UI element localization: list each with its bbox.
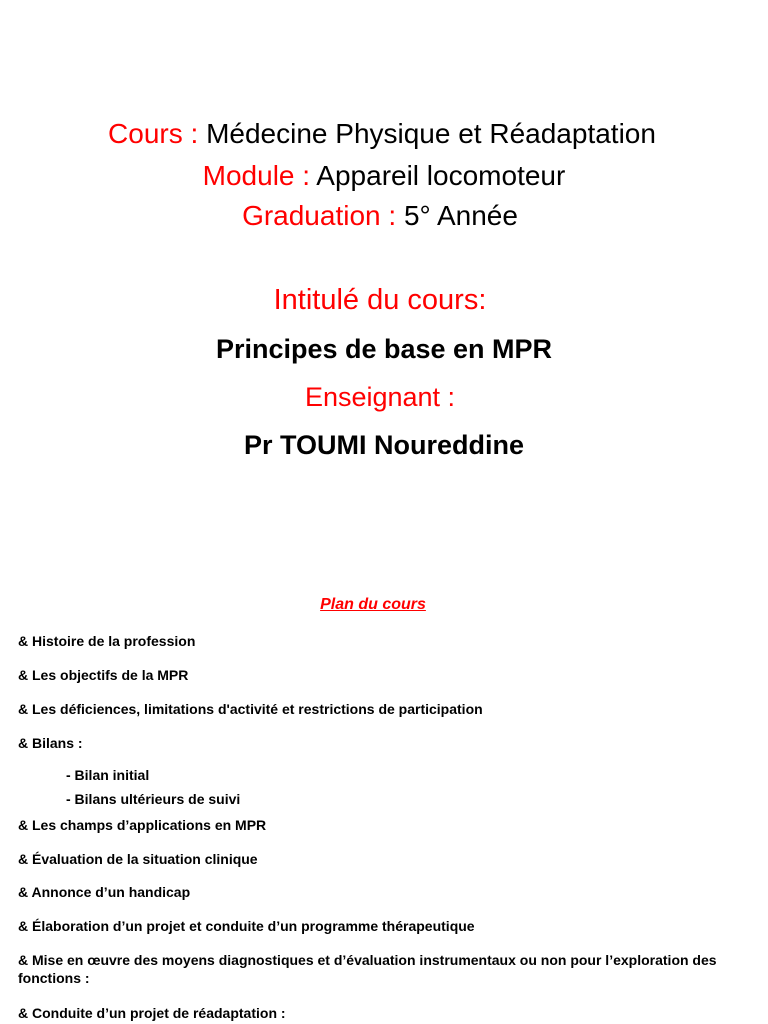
plan-subitem: - Bilan initial [66, 767, 150, 783]
plan-subitem: - Bilans ultérieurs de suivi [66, 791, 241, 807]
graduation-label: Graduation : [242, 200, 397, 231]
plan-title: Plan du cours [320, 596, 426, 613]
module-label: Module : [202, 160, 311, 191]
course-title-label: Intitulé du cours: [273, 284, 487, 316]
teacher-name: Pr TOUMI Noureddine [243, 430, 525, 460]
plan-item: & Mise en œuvre des moyens diagnostiques et d’évaluation instrumentaux ou non pour l’exploration des fonctions : [18, 952, 717, 986]
graduation-line [0, 200, 764, 232]
plan-item: & Annonce d’un handicap [18, 884, 191, 900]
course-label: Cours : [108, 118, 199, 149]
plan-item: & Les déficiences, limitations d'activité et restrictions de participation [18, 701, 483, 717]
plan-item: & Histoire de la profession [18, 633, 196, 649]
plan-item: & Élaboration d’un projet et conduite d’un programme thérapeutique [18, 918, 475, 934]
course-title: Principes de base en MPR [215, 334, 553, 364]
plan-item: & Conduite d’un projet de réadaptation : [18, 1005, 286, 1021]
plan-item: & Les objectifs de la MPR [18, 667, 189, 683]
plan-item: & Bilans : [18, 735, 83, 751]
plan-item: & Évaluation de la situation clinique [18, 851, 258, 867]
plan-item: & Les champs d’applications en MPR [18, 817, 267, 833]
course-value: Médecine Physique et Réadaptation [198, 118, 656, 149]
teacher-label: Enseignant : [304, 382, 456, 412]
module-value: Appareil locomoteur [310, 160, 566, 191]
graduation-value: 5° Année [396, 200, 518, 231]
course-line [0, 118, 766, 150]
module-line [0, 160, 768, 192]
